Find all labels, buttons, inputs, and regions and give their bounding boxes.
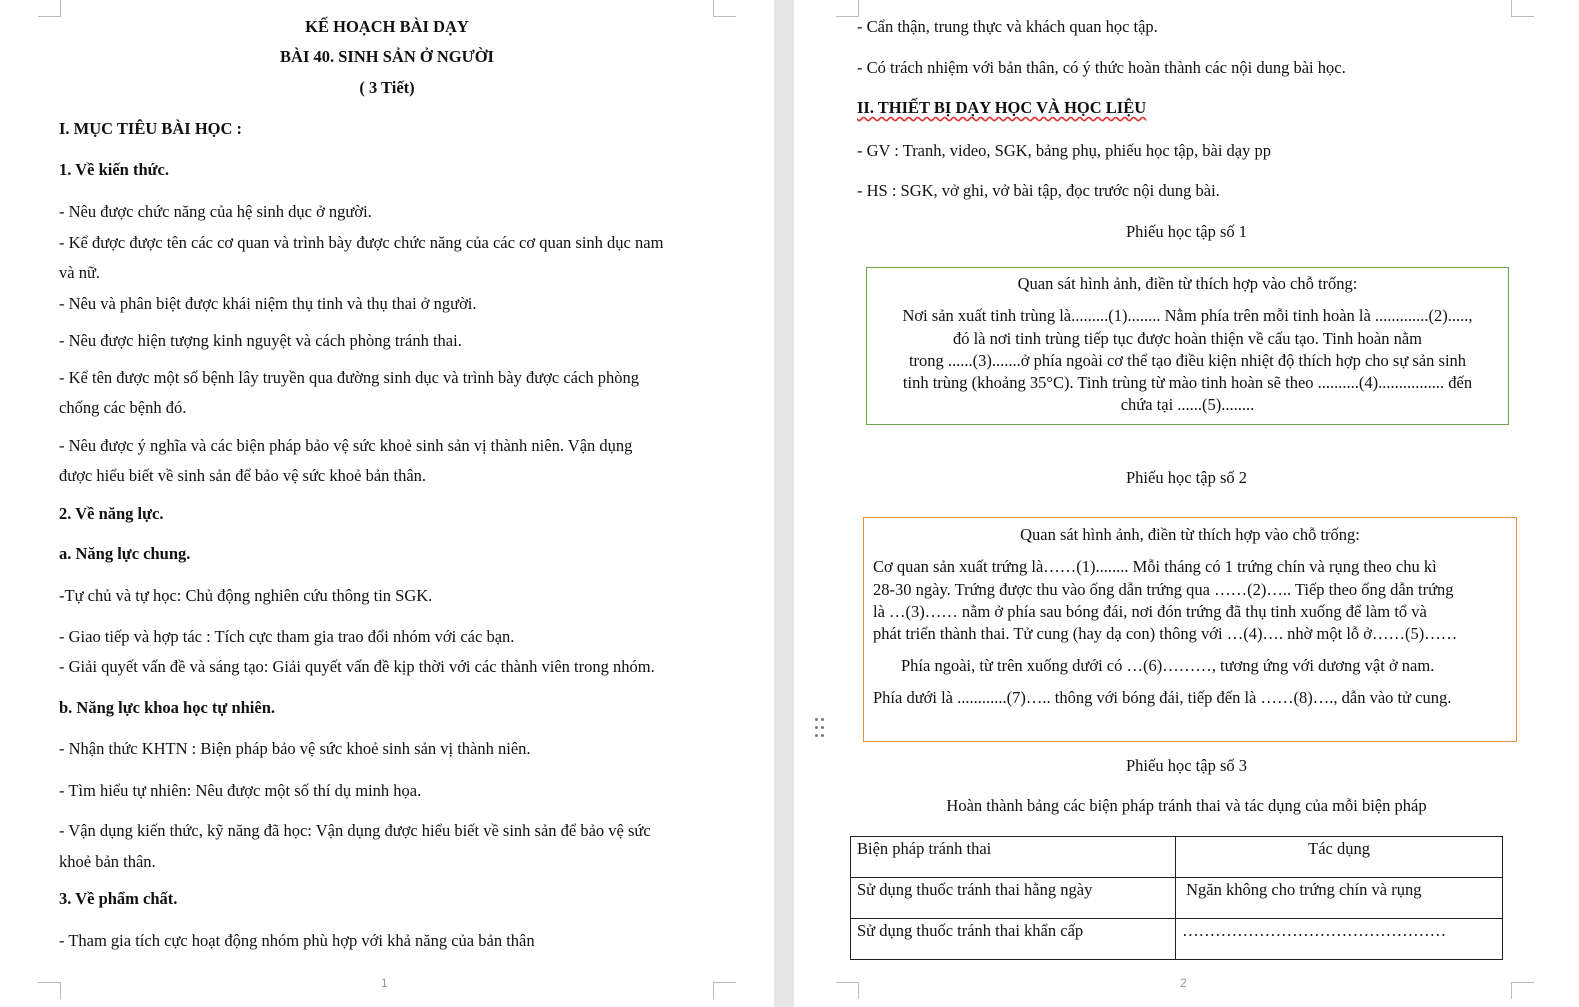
lesson-title: BÀI 40. SINH SẢN Ở NGƯỜI — [280, 47, 494, 66]
table-header-cell: Biện pháp tránh thai — [851, 837, 1176, 878]
worksheet-2-box — [863, 517, 1517, 742]
page-number: 1 — [381, 976, 388, 990]
crop-mark — [836, 0, 859, 17]
lesson-periods: ( 3 Tiết) — [359, 78, 415, 97]
paragraph: - Vận dụng kiến thức, kỹ năng đã học: Vận dụng được hiểu biết về sinh sản để bảo vệ sức — [59, 821, 651, 840]
page-number: 2 — [1180, 976, 1187, 990]
worksheet-line: phát triển thành thai. Tử cung (hay dạ con) thông với …(4)…. nhờ một lỗ ở……(5)…… — [873, 624, 1458, 643]
worksheet-heading: Quan sát hình ảnh, điền từ thích hợp vào chỗ trống: — [1020, 525, 1360, 544]
subsection-heading: 3. Về phẩm chất. — [59, 889, 178, 908]
subsection-heading: b. Năng lực khoa học tự nhiên. — [59, 698, 276, 717]
table-cell: Sử dụng thuốc tránh thai hằng ngày — [851, 878, 1176, 919]
document-page-2 — [794, 0, 1579, 1007]
paragraph: - Nhận thức KHTN : Biện pháp bảo vệ sức khoẻ sinh sản vị thành niên. — [59, 739, 531, 758]
table-cell: Ngăn không cho trứng chín và rụng — [1176, 878, 1503, 919]
paragraph: - Giao tiếp và hợp tác : Tích cực tham gia trao đổi nhóm với các bạn. — [59, 627, 515, 646]
table-move-handle[interactable] — [815, 718, 825, 740]
worksheet-title: Phiếu học tập số 1 — [1126, 222, 1247, 241]
paragraph: - Kể được được tên các cơ quan và trình bày được chức năng của các cơ quan sinh dục nam — [59, 233, 664, 252]
crop-mark — [1511, 982, 1534, 999]
page-gutter — [774, 0, 794, 1007]
table-row — [851, 878, 1503, 919]
paragraph: - Cẩn thận, trung thực và khách quan học tập. — [857, 17, 1158, 36]
paragraph: - Nêu được ý nghĩa và các biện pháp bảo vệ sức khoẻ sinh sản vị thành niên. Vận dụng — [59, 436, 633, 455]
contraception-table — [850, 836, 1503, 960]
worksheet-line: Phía ngoài, từ trên xuống dưới có …(6)………, tương ứng với dương vật ở nam. — [901, 656, 1435, 675]
subsection-heading: 2. Về năng lực. — [59, 504, 164, 523]
worksheet-1-box — [866, 267, 1509, 425]
worksheet-heading: Hoàn thành bảng các biện pháp tránh thai và tác dụng của mỗi biện pháp — [946, 796, 1427, 815]
worksheet-line: là …(3)…… nằm ở phía sau bóng đái, nơi đón trứng đã thụ tinh xuống để làm tổ và — [873, 602, 1427, 621]
section-heading-text: II. THIẾT BỊ DẠY HỌC VÀ HỌC LIỆU — [857, 98, 1147, 117]
crop-mark — [38, 0, 61, 17]
paragraph: - Nêu được hiện tượng kinh nguyệt và cách phòng tránh thai. — [59, 331, 462, 350]
document-page-1 — [0, 0, 774, 1007]
crop-mark — [1511, 0, 1534, 17]
paragraph: - Tìm hiểu tự nhiên: Nêu được một số thí dụ minh họa. — [59, 781, 422, 800]
worksheet-title: Phiếu học tập số 3 — [1126, 756, 1247, 775]
table-cell: ………………………………………… — [1176, 919, 1503, 960]
worksheet-heading: Quan sát hình ảnh, điền từ thích hợp vào chỗ trống: — [1017, 274, 1358, 293]
crop-mark — [836, 982, 859, 999]
worksheet-line: Cơ quan sản xuất trứng là……(1)........ Mỗi tháng có 1 trứng chín và rụng theo chu kì — [873, 557, 1437, 576]
paragraph: khoẻ bản thân. — [59, 852, 156, 871]
paragraph: - Có trách nhiệm với bản thân, có ý thức hoàn thành các nội dung bài học. — [857, 58, 1346, 77]
paragraph: và nữ. — [59, 263, 101, 282]
paragraph: được hiểu biết về sinh sản để bảo vệ sức khoẻ bản thân. — [59, 466, 427, 485]
worksheet-line: Nơi sản xuất tinh trùng là.........(1)........ Nằm phía trên mỗi tinh hoàn là .............(2)....., — [902, 306, 1473, 325]
subsection-heading: 1. Về kiến thức. — [59, 160, 169, 179]
section-heading — [857, 98, 1146, 118]
paragraph: - Tham gia tích cực hoạt động nhóm phù hợp với khả năng của bản thân — [59, 931, 535, 950]
table-cell: Sử dụng thuốc tránh thai khẩn cấp — [851, 919, 1176, 960]
worksheet-line: trong ......(3).......ở phía ngoài cơ thể tạo điều kiện nhiệt độ thích hợp cho sự sản sinh — [908, 351, 1467, 370]
paragraph: - Nêu được chức năng của hệ sinh dục ở người. — [59, 202, 372, 221]
worksheet-line: Phía dưới là ............(7)….. thông với bóng đái, tiếp đến là ……(8)…., dẫn vào tử cung. — [873, 688, 1452, 707]
paragraph: chống các bệnh đó. — [59, 398, 187, 417]
worksheet-line: đó là nơi tinh trùng tiếp tục được hoàn thiện về cấu tạo. Tinh hoàn nằm — [952, 329, 1423, 348]
subsection-heading: a. Năng lực chung. — [59, 544, 191, 563]
paragraph: - Nêu và phân biệt được khái niệm thụ tinh và thụ thai ở người. — [59, 294, 477, 313]
crop-mark — [713, 0, 736, 17]
worksheet-line: tinh trùng (khoảng 35°C). Tinh trùng từ mào tinh hoàn sẽ theo ..........(4)................ đến — [902, 373, 1473, 392]
table-header-row — [851, 837, 1503, 878]
document-title: KẾ HOẠCH BÀI DẠY — [305, 17, 469, 36]
table-row — [851, 919, 1503, 960]
crop-mark — [713, 982, 736, 999]
paragraph: - HS : SGK, vở ghi, vở bài tập, đọc trước nội dung bài. — [857, 181, 1220, 200]
paragraph: - Giải quyết vấn đề và sáng tạo: Giải quyết vấn đề kịp thời với các thành viên trong nhóm. — [59, 657, 655, 676]
paragraph: -Tự chủ và tự học: Chủ động nghiên cứu thông tin SGK. — [59, 586, 433, 605]
paragraph: - GV : Tranh, video, SGK, bảng phụ, phiếu học tập, bài dạy pp — [857, 141, 1271, 160]
crop-mark — [38, 982, 61, 999]
section-heading: I. MỤC TIÊU BÀI HỌC : — [59, 119, 243, 138]
worksheet-line: chứa tại ......(5)........ — [1120, 395, 1255, 414]
worksheet-line: 28-30 ngày. Trứng được thu vào ống dẫn trứng qua ……(2)….. Tiếp theo ống dẫn trứng — [873, 580, 1454, 599]
table-header-cell: Tác dụng — [1176, 837, 1503, 878]
worksheet-title: Phiếu học tập số 2 — [1126, 468, 1247, 487]
paragraph: - Kể tên được một số bệnh lây truyền qua đường sinh dục và trình bày được cách phòng — [59, 368, 639, 387]
